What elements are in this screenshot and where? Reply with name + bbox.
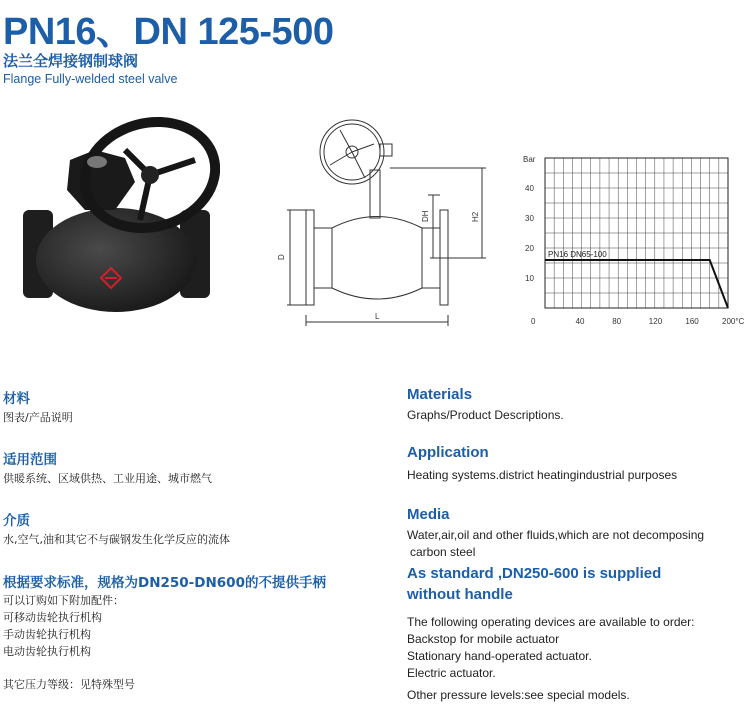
valve-photo (15, 110, 220, 320)
pressure-note-en: Other pressure levels:see special models. (407, 688, 630, 702)
order-item-en: Backstop for mobile actuator (407, 632, 560, 646)
y-tick-label: 10 (525, 274, 534, 283)
y-tick-label: 20 (525, 244, 534, 253)
chart-labels (523, 155, 745, 326)
y-tick-label: 40 (525, 184, 534, 193)
pressure-note-cn: 其它压力等级：见特殊型号 (3, 678, 135, 691)
page-title: PN16、DN 125-500 (3, 11, 334, 53)
application-text-cn: 供暖系统、区域供热、工业用途、城市燃气 (3, 472, 212, 485)
application-heading-en: Application (407, 444, 489, 461)
materials-text-cn: 图表/产品说明 (3, 411, 73, 424)
dim-d-label: D (277, 254, 286, 260)
order-item-cn: 电动齿轮执行机构 (3, 645, 91, 658)
order-intro-cn: 可以订购如下附加配件： (3, 594, 124, 607)
x-tick-label: 160 (685, 317, 699, 326)
media-text-cn: 水,空气,油和其它不与碳钢发生化学反应的流体 (3, 533, 230, 546)
order-item-cn: 可移动齿轮执行机构 (3, 611, 102, 624)
order-item-cn: 手动齿轮执行机构 (3, 628, 91, 641)
order-intro-en: The following operating devices are available to order: (407, 615, 695, 629)
standard-heading-en-line2: without handle (407, 586, 513, 603)
order-item-en: Electric actuator. (407, 666, 496, 680)
materials-heading-cn: 材料 (3, 391, 30, 407)
x-tick-label: 200°C (722, 317, 745, 326)
series-label: PN16 DN65-100 (548, 250, 607, 259)
media-heading-cn: 介质 (3, 513, 30, 529)
y-axis-label: Bar (523, 155, 536, 164)
dim-dh-label: DH (421, 210, 430, 222)
materials-heading-en: Materials (407, 386, 473, 403)
order-item-en: Stationary hand-operated actuator. (407, 649, 592, 663)
standard-heading-cn: 根据要求标准，规格为DN250-DN600的不提供手柄 (3, 575, 326, 591)
drawing-left-flange (306, 210, 314, 305)
media-text-en-line1: Water,air,oil and other fluids,which are not decomposing (407, 528, 705, 542)
dim-l-label: L (375, 312, 380, 321)
application-text-en: Heating systems.district heatingindustrial purposes (407, 468, 678, 482)
dimension-drawing (270, 110, 510, 330)
materials-text-en: Graphs/Product Descriptions. (407, 408, 564, 422)
drawing-body (332, 217, 422, 300)
dim-h2-label: H2 (471, 211, 480, 222)
media-text-en-line2: carbon steel (410, 545, 476, 559)
media-heading-en: Media (407, 506, 450, 523)
chart-grid (545, 158, 728, 308)
x-tick-label: 80 (612, 317, 622, 326)
subtitle-cn: 法兰全焊接钢制球阀 (3, 52, 139, 70)
y-tick-label: 30 (525, 214, 534, 223)
standard-heading-en-line1: As standard ,DN250-600 is supplied (407, 565, 662, 582)
x-tick-label: 120 (648, 317, 663, 326)
pressure-chart (515, 150, 750, 335)
x-tick-label: 0 (531, 317, 536, 326)
application-heading-cn: 适用范围 (3, 452, 57, 468)
subtitle-en: Flange Fully-welded steel valve (3, 72, 178, 86)
x-tick-label: 40 (575, 317, 585, 326)
